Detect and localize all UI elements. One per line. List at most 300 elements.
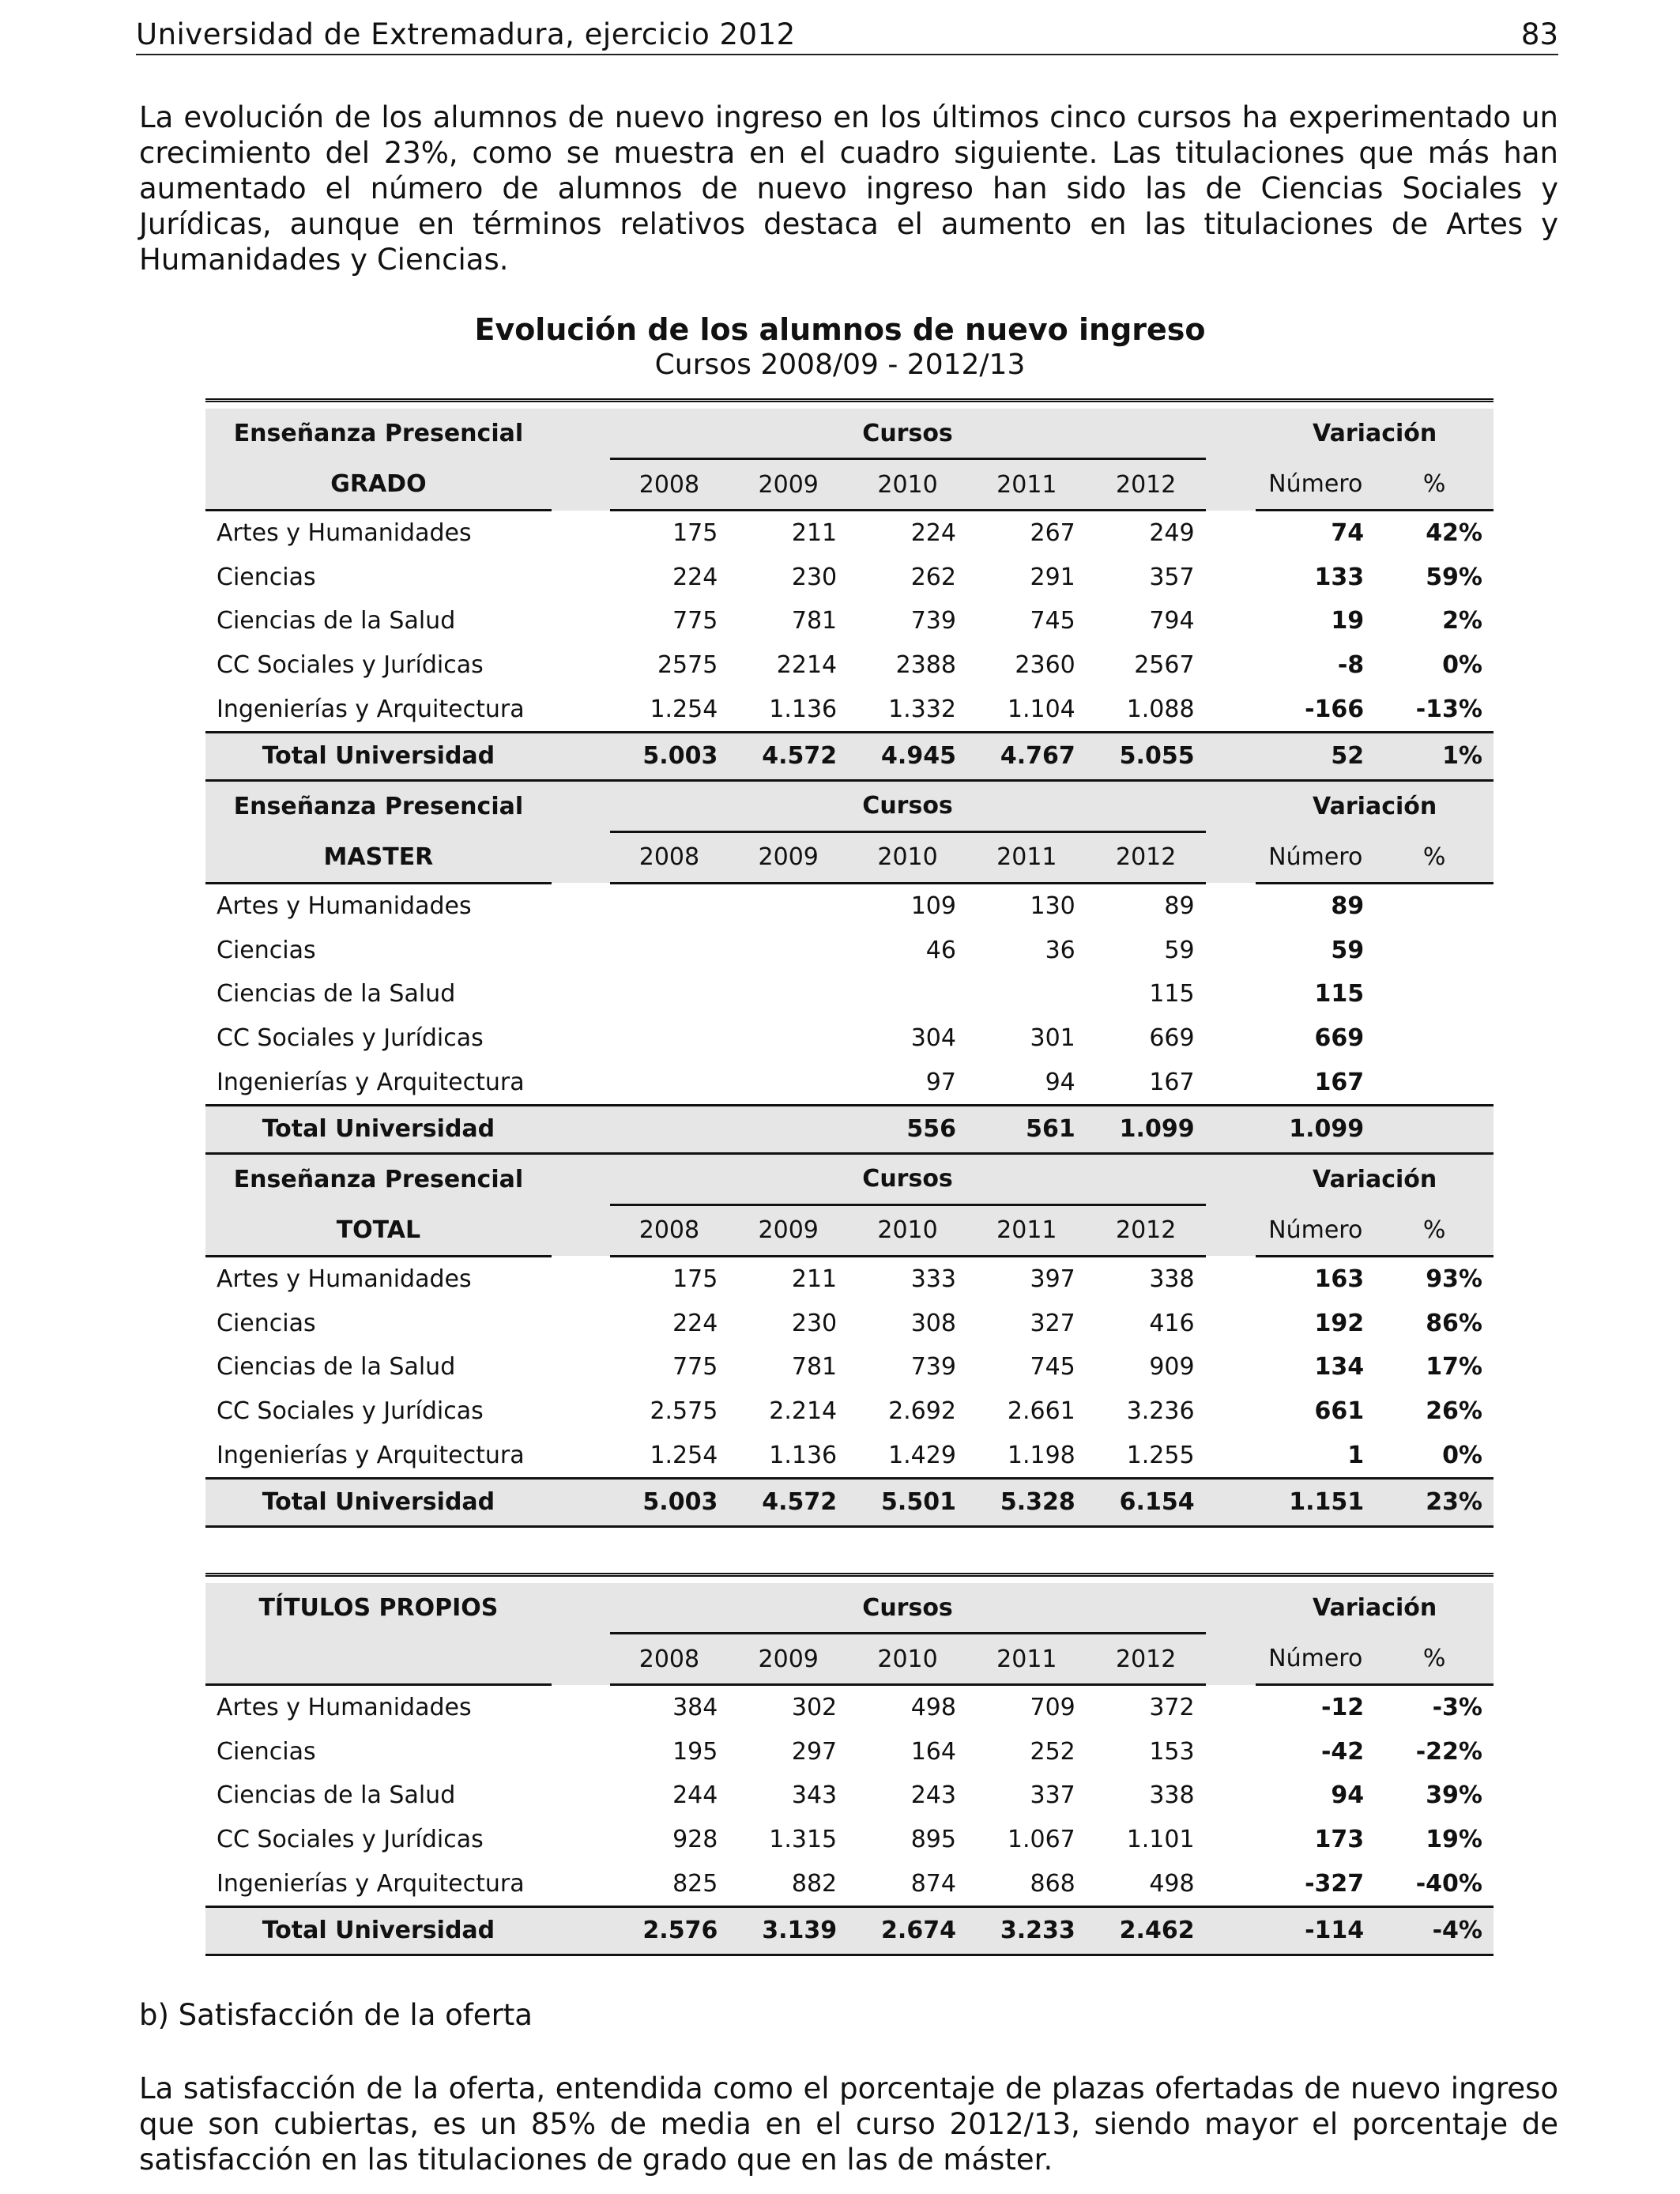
spacer (1206, 1433, 1256, 1478)
total-value: 5.501 (848, 1478, 967, 1526)
total-value (610, 1105, 729, 1153)
variation-pct: 93% (1426, 1265, 1482, 1294)
total-value: 4.945 (848, 732, 967, 780)
total-row (205, 1906, 1494, 1955)
total-value: 5.003 (610, 1478, 729, 1526)
variation-number: -12 (1320, 1694, 1365, 1722)
variation-number: 59 (1331, 936, 1365, 964)
value-cell (610, 1060, 729, 1105)
spacer (552, 780, 610, 831)
value-cell: 357 (1149, 563, 1195, 591)
row-label: Ciencias (217, 1309, 316, 1337)
section-type-label (205, 1634, 552, 1685)
variation-number: 163 (1314, 1265, 1365, 1294)
value-cell: 1.104 (1007, 695, 1075, 723)
value-cell: 775 (672, 607, 718, 635)
value-cell: 1.255 (1126, 1441, 1195, 1469)
year-header: 2009 (729, 459, 848, 511)
table-row (205, 1345, 1494, 1389)
total-value: 6.154 (1087, 1478, 1206, 1526)
value-cell (610, 972, 729, 1016)
spacer (1206, 1906, 1256, 1955)
spacer (1206, 972, 1256, 1016)
variation-number: 115 (1314, 980, 1365, 1008)
total-value: 4.767 (967, 732, 1087, 780)
total-value: 2.576 (610, 1906, 729, 1955)
value-cell: 2.661 (1007, 1397, 1075, 1426)
value-cell: 1.429 (888, 1441, 956, 1469)
value-cell: 252 (1030, 1737, 1075, 1766)
table-row (205, 1861, 1494, 1906)
page-header (136, 17, 1558, 55)
value-cell: 874 (910, 1869, 956, 1898)
row-label: CC Sociales y Jurídicas (217, 1397, 484, 1426)
spacer (552, 1478, 610, 1526)
year-header: 2009 (729, 1634, 848, 1685)
variacion-header: Variación (1256, 1153, 1494, 1204)
variation-number: 192 (1314, 1309, 1365, 1337)
variation-pct: -13% (1415, 695, 1482, 723)
spacer (552, 599, 610, 643)
spacer (1206, 929, 1256, 973)
outro-paragraph: La satisfacción de la oferta, entendida como el porcentaje de plazas ofertadas de nuevo ingreso que son cubiertas, es un 85% de media en el curso 2012/13, siendo mayor el porcentaje de satisfacción en las titulaciones de grado que en las de máster. (139, 2071, 1558, 2177)
value-cell (967, 972, 1087, 1016)
variation-pct: 26% (1426, 1397, 1482, 1426)
variation-number: 134 (1314, 1353, 1365, 1382)
spacer (552, 459, 610, 511)
numero-header: Número (1256, 1634, 1375, 1685)
spacer (552, 732, 610, 780)
total-value: 5.003 (610, 732, 729, 780)
rule (205, 401, 1494, 409)
spacer (1206, 1478, 1256, 1526)
spacer (552, 1105, 610, 1153)
spacer (552, 643, 610, 688)
variation-pct: -3% (1432, 1694, 1482, 1722)
variacion-header: Variación (1256, 1583, 1494, 1634)
value-cell: 211 (791, 1265, 838, 1294)
value-cell: 175 (672, 1265, 718, 1294)
value-cell: 2388 (895, 651, 956, 680)
total-row (205, 1478, 1494, 1526)
variation-pct: 0% (1442, 651, 1482, 680)
header-title: Universidad de Extremadura, ejercicio 2012 (136, 17, 796, 51)
section-type-label: TOTAL (205, 1204, 552, 1256)
variation-number: -166 (1305, 695, 1365, 723)
value-cell: 89 (1164, 892, 1195, 921)
cursos-header: Cursos (610, 780, 1206, 831)
value-cell: 36 (1045, 936, 1075, 964)
value-cell: 224 (672, 563, 718, 591)
table-row (205, 1818, 1494, 1862)
value-cell: 249 (1149, 519, 1195, 548)
section-heading: b) Satisfacción de la oferta (139, 1998, 533, 2032)
value-cell: 1.136 (769, 695, 838, 723)
total-value: 2.462 (1087, 1906, 1206, 1955)
value-cell (848, 972, 967, 1016)
year-header: 2011 (967, 1634, 1087, 1685)
value-cell: 230 (791, 563, 838, 591)
value-cell: 46 (925, 936, 956, 964)
value-cell: 97 (925, 1068, 956, 1096)
value-cell: 739 (910, 607, 956, 635)
section-label: TÍTULOS PROPIOS (205, 1583, 552, 1634)
value-cell: 1.332 (888, 695, 956, 723)
spacer (1206, 780, 1256, 831)
section-header-row (205, 1153, 1494, 1204)
spacer (552, 972, 610, 1016)
table-caption (0, 311, 1680, 383)
value-cell: 498 (910, 1694, 956, 1722)
value-cell (729, 1060, 848, 1105)
spacer (552, 1345, 610, 1389)
value-cell: 745 (1030, 607, 1075, 635)
year-header: 2008 (610, 831, 729, 883)
variation-number: 74 (1331, 519, 1365, 548)
year-header: 2009 (729, 1204, 848, 1256)
total-variation-number: -114 (1256, 1906, 1375, 1955)
spacer (552, 409, 610, 459)
spacer (552, 687, 610, 732)
cursos-header: Cursos (610, 409, 1206, 459)
row-label: Ciencias (217, 1737, 316, 1766)
spacer (1206, 459, 1256, 511)
spacer (1206, 1774, 1256, 1818)
variacion-header: Variación (1256, 780, 1494, 831)
year-header: 2010 (848, 831, 967, 883)
spacer (552, 1016, 610, 1061)
value-cell: 343 (791, 1781, 838, 1810)
variation-pct: 39% (1426, 1781, 1482, 1810)
section-type-label: MASTER (205, 831, 552, 883)
variation-number: 19 (1331, 607, 1365, 635)
value-cell: 109 (910, 892, 956, 921)
section-label: Enseñanza Presencial (205, 409, 552, 459)
variation-number: -8 (1337, 651, 1365, 680)
value-cell: 115 (1149, 980, 1195, 1008)
table-subtitle: Cursos 2008/09 - 2012/13 (654, 349, 1026, 381)
table-row (205, 599, 1494, 643)
value-cell: 3.236 (1126, 1397, 1195, 1426)
table-row (205, 1774, 1494, 1818)
value-cell (610, 929, 729, 973)
total-row (205, 732, 1494, 780)
cursos-header: Cursos (610, 1153, 1206, 1204)
table-row (205, 687, 1494, 732)
variation-pct: -22% (1415, 1737, 1482, 1766)
value-cell: 868 (1030, 1869, 1075, 1898)
variation-pct: 0% (1442, 1441, 1482, 1469)
spacer (1206, 1153, 1256, 1204)
value-cell: 164 (910, 1737, 956, 1766)
value-cell (610, 883, 729, 928)
value-cell: 928 (672, 1826, 718, 1854)
section-label: Enseñanza Presencial (205, 780, 552, 831)
spacer (552, 1389, 610, 1434)
spacer (1206, 1105, 1256, 1153)
value-cell: 130 (1030, 892, 1075, 921)
variation-number: 89 (1331, 892, 1365, 921)
variation-number: 94 (1331, 1781, 1365, 1810)
row-label: Ingenierías y Arquitectura (217, 1441, 525, 1469)
spacer (1206, 1204, 1256, 1256)
value-cell: 2575 (657, 651, 718, 680)
variation-pct (1375, 1016, 1494, 1061)
row-label: Ciencias de la Salud (217, 607, 456, 635)
year-header: 2008 (610, 1204, 729, 1256)
value-cell: 1.088 (1126, 695, 1195, 723)
table-row (205, 1433, 1494, 1478)
value-cell (729, 929, 848, 973)
total-variation-pct: 1% (1375, 732, 1494, 780)
table-row (205, 1302, 1494, 1346)
numero-header: Número (1256, 459, 1375, 511)
value-cell: 794 (1149, 607, 1195, 635)
value-cell: 291 (1030, 563, 1075, 591)
total-value: 5.055 (1087, 732, 1206, 780)
spacer (1206, 1389, 1256, 1434)
value-cell: 267 (1030, 519, 1075, 548)
total-value: 2.674 (848, 1906, 967, 1955)
table-row (205, 972, 1494, 1016)
column-header-row (205, 831, 1494, 883)
numero-header: Número (1256, 1204, 1375, 1256)
variation-pct: 42% (1426, 519, 1482, 548)
value-cell: 195 (672, 1737, 718, 1766)
value-cell: 153 (1149, 1737, 1195, 1766)
spacer (552, 1861, 610, 1906)
row-label: Ciencias de la Salud (217, 980, 456, 1008)
year-header: 2012 (1087, 1204, 1206, 1256)
total-value: 561 (967, 1105, 1087, 1153)
table-bottom-rule (205, 1955, 1494, 1959)
value-cell: 59 (1164, 936, 1195, 964)
total-value: 3.139 (729, 1906, 848, 1955)
spacer (1206, 831, 1256, 883)
rule (205, 1575, 1494, 1584)
section-label: Enseñanza Presencial (205, 1153, 552, 1204)
spacer (1206, 1634, 1256, 1685)
value-cell (729, 1016, 848, 1061)
total-variation-number: 1.099 (1256, 1105, 1375, 1153)
spacer (1206, 732, 1256, 780)
variation-pct: -40% (1415, 1869, 1482, 1898)
table-top-rule (205, 1575, 1494, 1584)
row-label: Ingenierías y Arquitectura (217, 1068, 525, 1096)
table-row (205, 883, 1494, 928)
spacer (1206, 1685, 1256, 1730)
row-label: Ingenierías y Arquitectura (217, 1869, 525, 1898)
pct-header: % (1375, 459, 1494, 511)
variation-number: -327 (1305, 1869, 1365, 1898)
year-header: 2009 (729, 831, 848, 883)
value-cell: 327 (1030, 1309, 1075, 1337)
value-cell: 882 (791, 1869, 838, 1898)
total-label: Total Universidad (205, 1906, 552, 1955)
value-cell: 2360 (1015, 651, 1075, 680)
value-cell: 1.254 (650, 695, 718, 723)
row-label: Ciencias (217, 563, 316, 591)
column-header-row (205, 1204, 1494, 1256)
column-header-row (205, 459, 1494, 511)
total-variation-number: 1.151 (1256, 1478, 1375, 1526)
section-header-row (205, 780, 1494, 831)
spacer (552, 1818, 610, 1862)
table-top-rule (205, 401, 1494, 409)
variation-number: 661 (1314, 1397, 1365, 1426)
section-header-row (205, 1583, 1494, 1634)
value-cell: 2567 (1134, 651, 1195, 680)
year-header: 2010 (848, 1634, 967, 1685)
year-header: 2008 (610, 459, 729, 511)
value-cell: 1.254 (650, 1441, 718, 1469)
spacer (552, 1906, 610, 1955)
total-value (729, 1105, 848, 1153)
value-cell: 745 (1030, 1353, 1075, 1382)
table-bottom-rule (205, 1526, 1494, 1531)
spacer (552, 1302, 610, 1346)
value-cell: 781 (791, 607, 838, 635)
table-row (205, 1060, 1494, 1105)
variation-pct (1375, 972, 1494, 1016)
row-label: Ciencias de la Salud (217, 1353, 456, 1382)
year-header: 2012 (1087, 459, 1206, 511)
value-cell: 2.214 (769, 1397, 838, 1426)
value-cell: 2.692 (888, 1397, 956, 1426)
value-cell: 224 (910, 519, 956, 548)
numero-header: Número (1256, 831, 1375, 883)
spacer (552, 929, 610, 973)
intro-paragraph: La evolución de los alumnos de nuevo ingreso en los últimos cinco cursos ha experimentado un crecimiento del 23%, como se muestra en el cuadro siguiente. Las titulaciones que más han aumentado el número de alumnos de nuevo ingreso han sido las de Ciencias Sociales y Jurídicas, aunque en términos relativos destaca el aumento en las titulaciones de Artes y Humanidades y Ciencias. (139, 100, 1558, 277)
spacer (552, 1583, 610, 1634)
rule (205, 1955, 1494, 1959)
spacer (552, 1634, 610, 1685)
spacer (1206, 1016, 1256, 1061)
spacer (1206, 1583, 1256, 1634)
spacer (552, 1204, 610, 1256)
value-cell (729, 972, 848, 1016)
value-cell: 338 (1149, 1265, 1195, 1294)
total-variation-pct: -4% (1375, 1906, 1494, 1955)
section-header-row (205, 409, 1494, 459)
value-cell: 338 (1149, 1781, 1195, 1810)
spacer (1206, 599, 1256, 643)
table-row (205, 643, 1494, 688)
value-cell: 372 (1149, 1694, 1195, 1722)
total-value: 4.572 (729, 1478, 848, 1526)
spacer (552, 883, 610, 928)
variation-pct: 86% (1426, 1309, 1482, 1337)
value-cell: 302 (791, 1694, 838, 1722)
row-label: Ciencias (217, 936, 316, 964)
spacer (552, 1685, 610, 1730)
spacer (552, 1730, 610, 1774)
row-label: Artes y Humanidades (217, 1265, 472, 1294)
spacer (552, 1774, 610, 1818)
value-cell: 895 (910, 1826, 956, 1854)
value-cell: 1.136 (769, 1441, 838, 1469)
total-value: 1.099 (1087, 1105, 1206, 1153)
value-cell: 262 (910, 563, 956, 591)
row-label: Ciencias de la Salud (217, 1781, 456, 1810)
year-header: 2010 (848, 1204, 967, 1256)
spacer (1206, 883, 1256, 928)
value-cell: 175 (672, 519, 718, 548)
variation-number: -42 (1320, 1737, 1365, 1766)
year-header: 2012 (1087, 1634, 1206, 1685)
spacer (552, 1060, 610, 1105)
value-cell: 384 (672, 1694, 718, 1722)
value-cell: 397 (1030, 1265, 1075, 1294)
row-label: CC Sociales y Jurídicas (217, 651, 484, 680)
spacer (1206, 1818, 1256, 1862)
value-cell: 669 (1149, 1024, 1195, 1053)
cursos-header: Cursos (610, 1583, 1206, 1634)
spacer (552, 1256, 610, 1301)
year-header: 2012 (1087, 831, 1206, 883)
table-presencial (205, 398, 1494, 1531)
variation-number: 173 (1314, 1826, 1365, 1854)
spacer (552, 831, 610, 883)
value-cell: 304 (910, 1024, 956, 1053)
table-row (205, 556, 1494, 600)
spacer (1206, 1060, 1256, 1105)
value-cell: 709 (1030, 1694, 1075, 1722)
row-label: Artes y Humanidades (217, 892, 472, 921)
value-cell: 416 (1149, 1309, 1195, 1337)
year-header: 2011 (967, 1204, 1087, 1256)
table-row (205, 1730, 1494, 1774)
value-cell: 230 (791, 1309, 838, 1337)
value-cell (729, 883, 848, 928)
value-cell: 297 (791, 1737, 838, 1766)
pct-header: % (1375, 831, 1494, 883)
variation-pct: 19% (1426, 1826, 1482, 1854)
value-cell: 2214 (776, 651, 838, 680)
page-number: 83 (1520, 17, 1558, 51)
value-cell: 1.067 (1007, 1826, 1075, 1854)
variacion-header: Variación (1256, 409, 1494, 459)
year-header: 2011 (967, 459, 1087, 511)
total-value: 5.328 (967, 1478, 1087, 1526)
variation-pct (1375, 929, 1494, 973)
variation-pct: 2% (1442, 607, 1482, 635)
total-label: Total Universidad (205, 1105, 552, 1153)
value-cell: 301 (1030, 1024, 1075, 1053)
total-value: 556 (848, 1105, 967, 1153)
spacer (1206, 1256, 1256, 1301)
spacer (1206, 643, 1256, 688)
variation-number: 1 (1347, 1441, 1365, 1469)
table-row (205, 1016, 1494, 1061)
value-cell: 337 (1030, 1781, 1075, 1810)
total-value: 3.233 (967, 1906, 1087, 1955)
spacer (1206, 687, 1256, 732)
value-cell: 825 (672, 1869, 718, 1898)
total-row (205, 1105, 1494, 1153)
table-row (205, 1256, 1494, 1301)
variation-number: 167 (1314, 1068, 1365, 1096)
row-label: Ingenierías y Arquitectura (217, 695, 525, 723)
value-cell: 333 (910, 1265, 956, 1294)
table-titulos-propios (205, 1573, 1494, 1959)
spacer (552, 556, 610, 600)
total-label: Total Universidad (205, 1478, 552, 1526)
variation-pct (1375, 883, 1494, 928)
value-cell: 1.315 (769, 1826, 838, 1854)
variation-number: 669 (1314, 1024, 1365, 1053)
spacer (1206, 511, 1256, 556)
